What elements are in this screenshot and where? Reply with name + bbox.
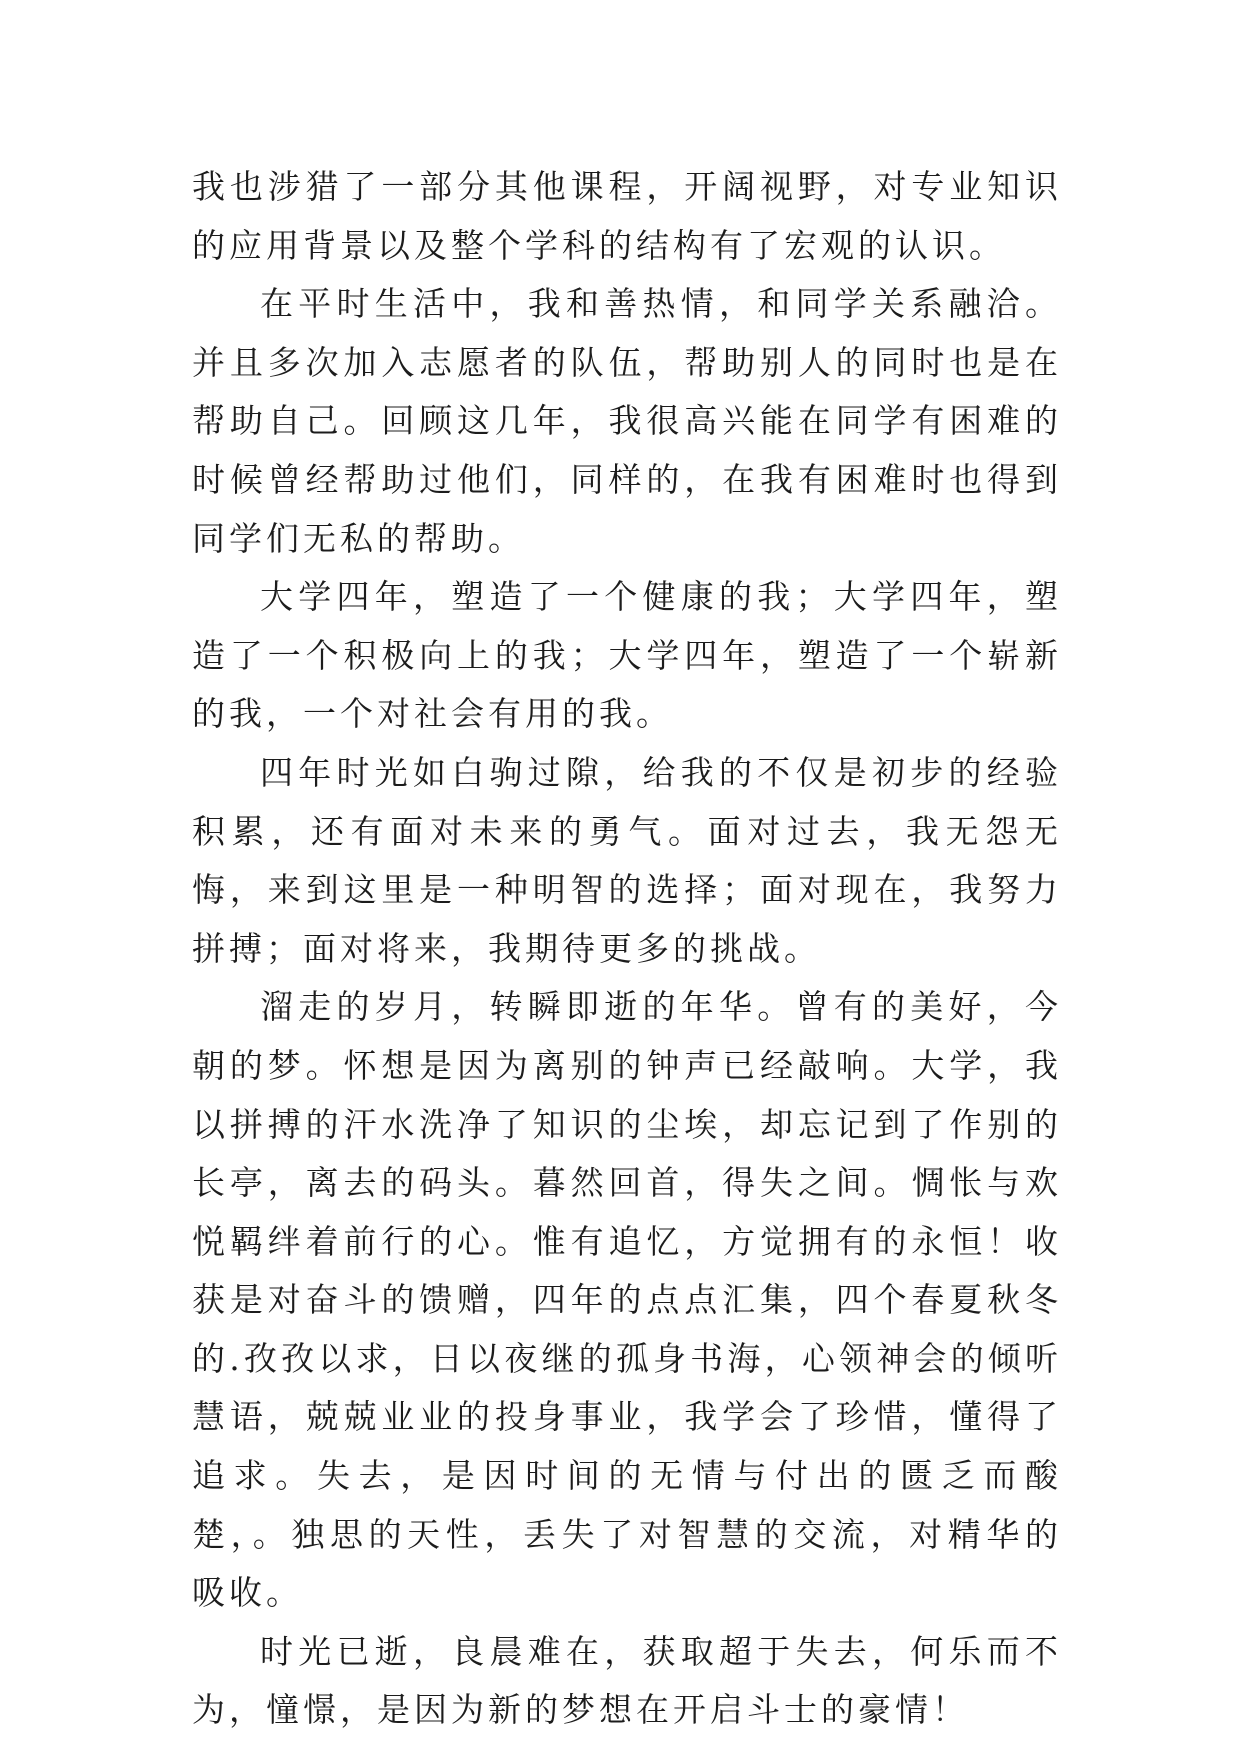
paragraph-5: 溜走的岁月，转瞬即逝的年华。曾有的美好，今朝的梦。怀想是因为离别的钟声已经敲响。大学，我以拼搏的汗水洗净了知识的尘埃，却忘记到了作别的长亭，离去的码头。暮然回首，得失之间。惆怅与欢悦羁绊着前行的心。惟有追忆，方觉拥有的永恒！收获是对奋斗的馈赠，四年的点点汇集，四个春夏秋冬的.孜孜以求，日以夜继的孤身书海，心领神会的倾听慧语，兢兢业业的投身事业，我学会了珍惜，懂得了追求。失去，是因时间的无情与付出的匮乏而酸楚，。独思的天性，丢失了对智慧的交流，对精华的吸收。: [192, 987, 1062, 1613]
paragraph-4: 四年时光如白驹过隙，给我的不仅是初步的经验积累，还有面对未来的勇气。面对过去，我无怨无悔，来到这里是一种明智的选择；面对现在，我努力拼搏；面对将来，我期待更多的挑战。: [192, 752, 1062, 968]
paragraph-3: 大学四年，塑造了一个健康的我；大学四年，塑造了一个积极向上的我；大学四年，塑造了一个崭新的我，一个对社会有用的我。: [192, 577, 1062, 734]
document-page: [192, 158, 1062, 1740]
paragraph-6: 时光已逝，良晨难在，获取超于失去，何乐而不为，憧憬，是因为新的梦想在开启斗士的豪情！: [192, 1631, 1062, 1730]
paragraph-2: 在平时生活中，我和善热情，和同学关系融洽。并且多次加入志愿者的队伍，帮助别人的同时也是在帮助自己。回顾这几年，我很高兴能在同学有困难的时候曾经帮助过他们，同样的，在我有困难时也得到同学们无私的帮助。: [192, 284, 1062, 558]
paragraph-1: 我也涉猎了一部分其他课程，开阔视野，对专业知识的应用背景以及整个学科的结构有了宏观的认识。: [192, 167, 1062, 265]
